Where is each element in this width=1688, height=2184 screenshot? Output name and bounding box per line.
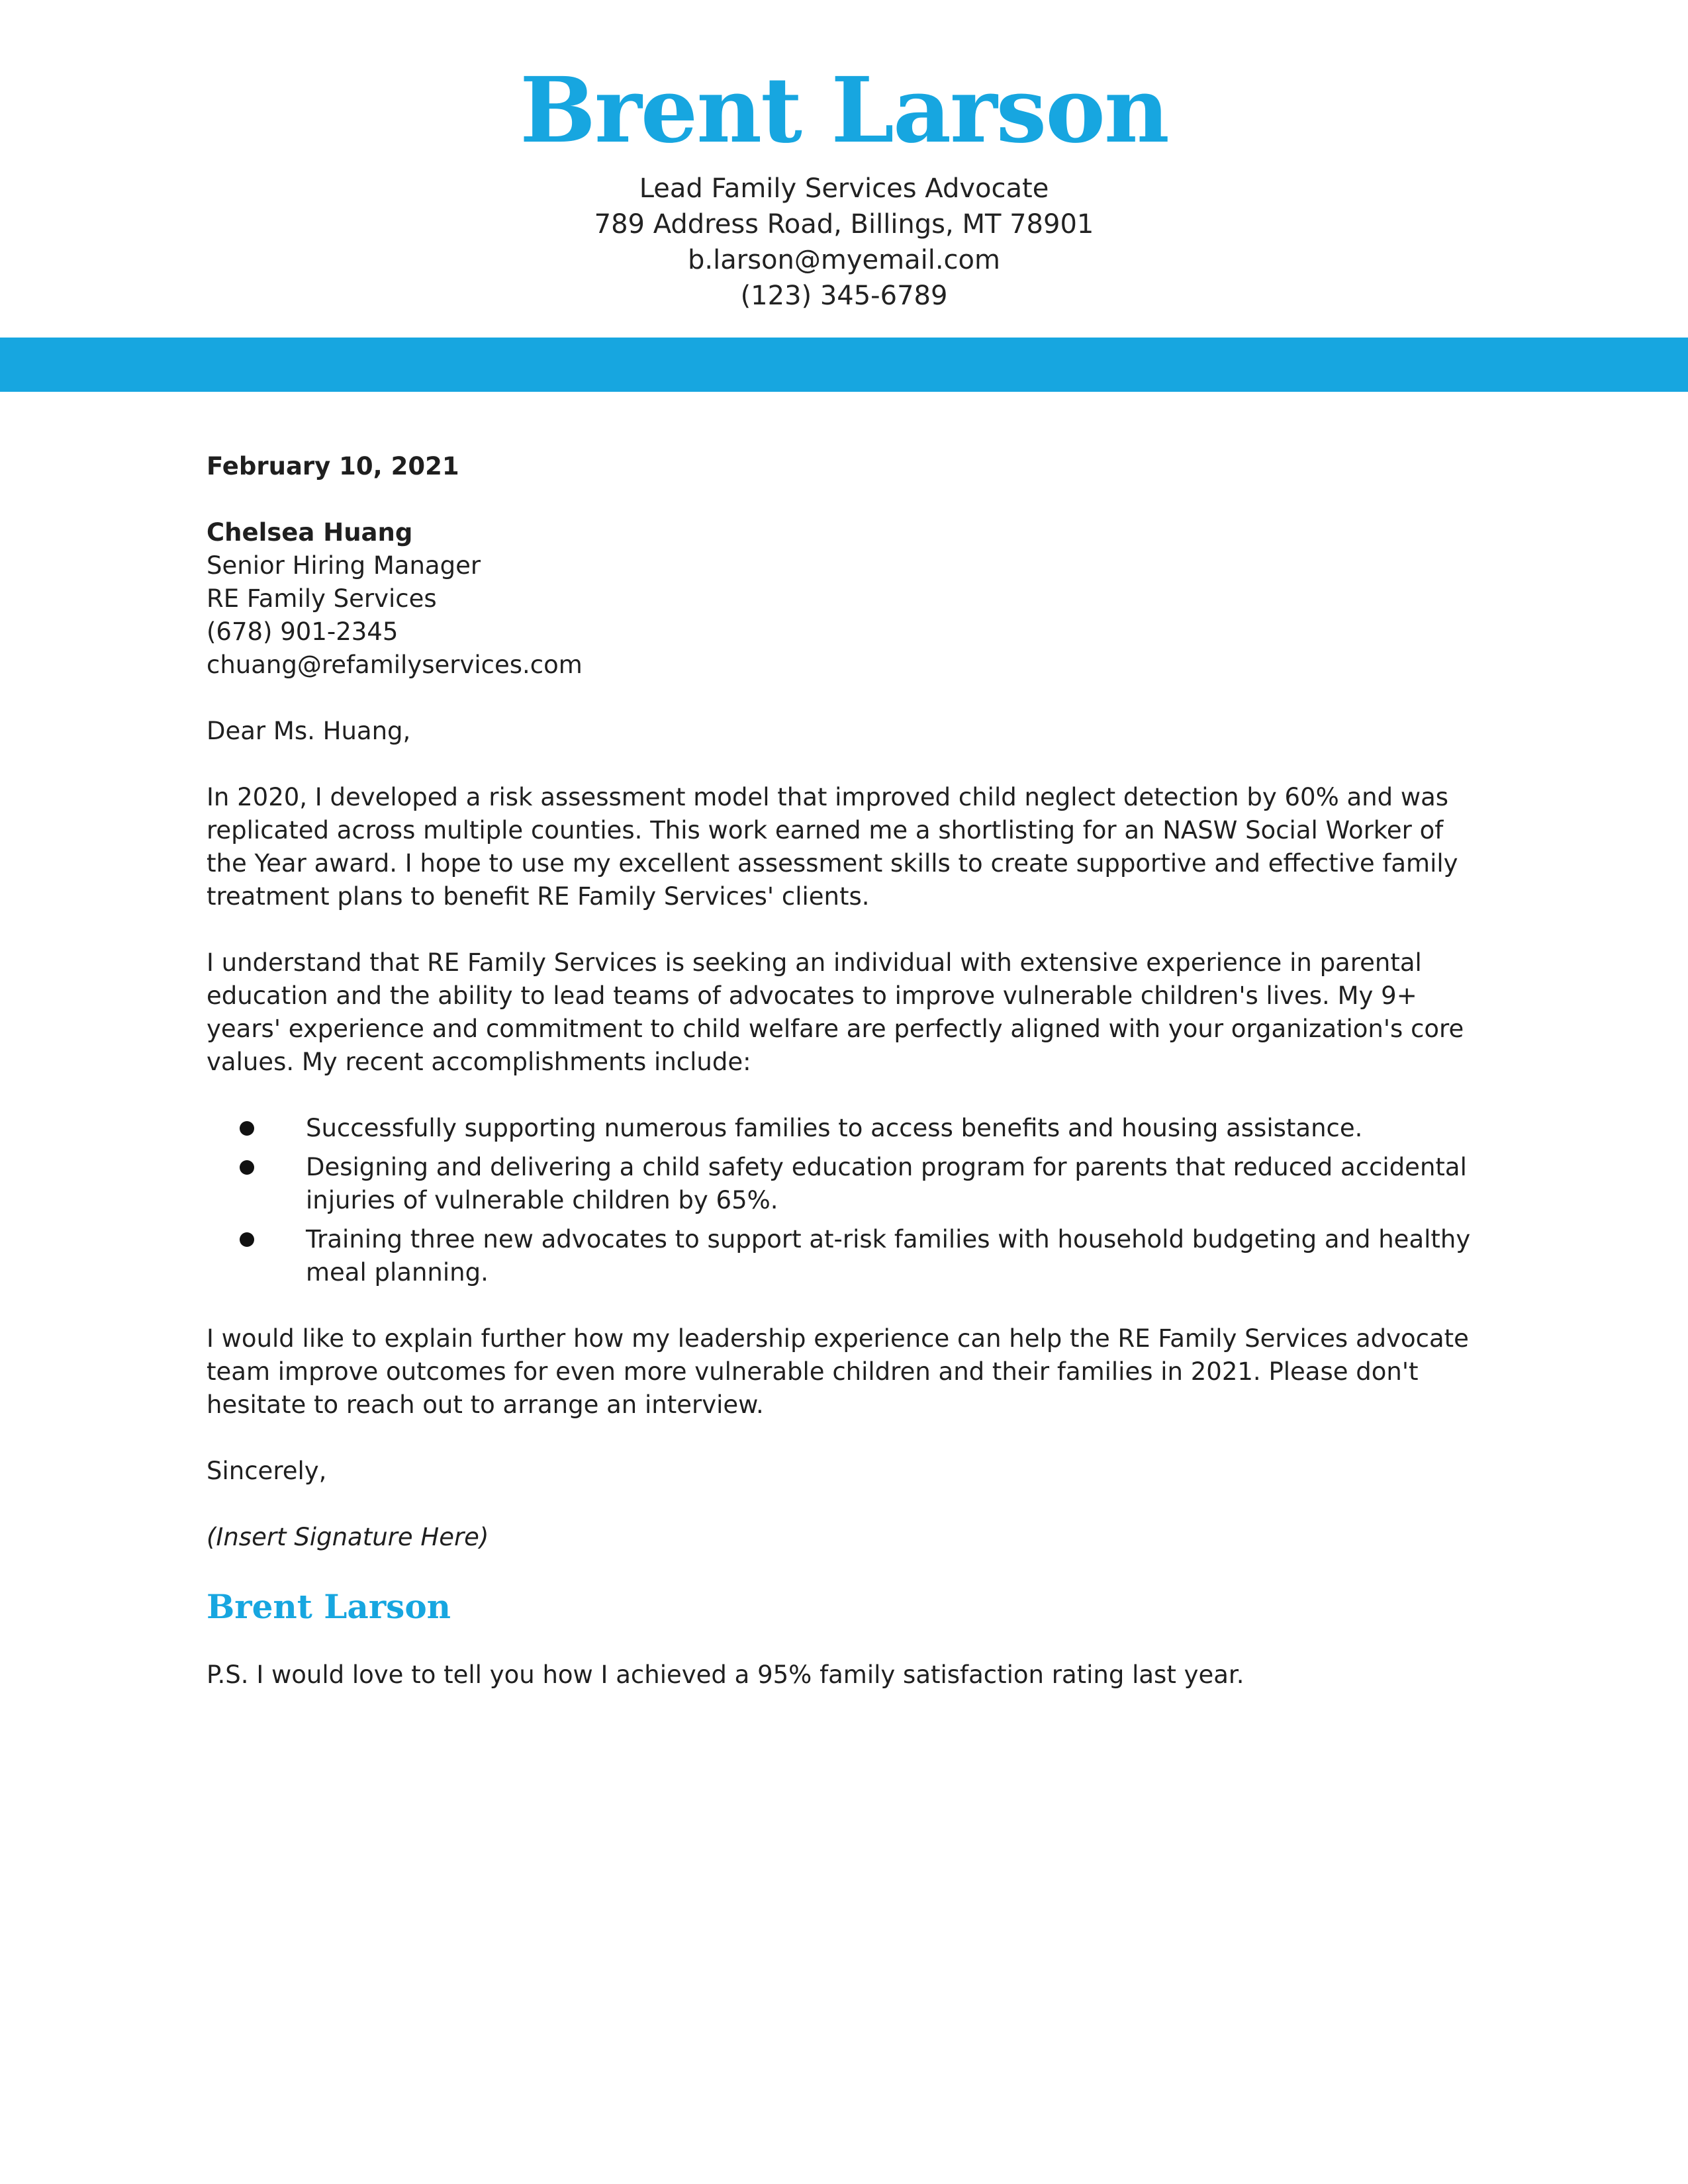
closing: Sincerely, (207, 1457, 327, 1485)
bullet-icon (240, 1121, 254, 1136)
salutation: Dear Ms. Huang, (207, 717, 411, 745)
recipient-phone: (678) 901-2345 (207, 617, 399, 646)
list-item (207, 1112, 1491, 1145)
postscript: P.S. I would love to tell you how I achieved a 95% family satisfaction rating last year. (207, 1661, 1244, 1689)
bullet-icon (240, 1160, 254, 1175)
recipient-company: RE Family Services (207, 584, 437, 613)
recipient-block (207, 516, 1491, 682)
sender-name: Brent Larson (520, 58, 1168, 163)
paragraph-experience: I understand that RE Family Services is seeking an individual with extensive experience in parental education and the ability to lead teams of advocates to improve vulnerable children's lives. My 9+ years' experience and commitment to child welfare are perfectly aligned with your organization's core values. My recent accomplishments include: (207, 948, 1464, 1076)
list-item-text: Training three new advocates to support at-risk families with household budgeting and healthy meal planning. (306, 1225, 1471, 1287)
recipient-title: Senior Hiring Manager (207, 551, 481, 580)
recipient-email: chuang@refamilyservices.com (207, 651, 583, 679)
list-item-text: Designing and delivering a child safety education program for parents that reduced accidental injuries of vulnerable children by 65%. (306, 1153, 1467, 1214)
sender-email: b.larson@myemail.com (688, 245, 1000, 275)
list-item (207, 1223, 1491, 1289)
accomplishments-list (207, 1112, 1491, 1289)
accent-band (0, 338, 1688, 392)
sender-contact-block (0, 171, 1688, 314)
bullet-icon (240, 1232, 254, 1247)
list-item-text: Successfully supporting numerous families to access benefits and housing assistance. (306, 1114, 1363, 1142)
sender-address: 789 Address Road, Billings, MT 78901 (594, 209, 1094, 240)
sender-job-title: Lead Family Services Advocate (639, 173, 1049, 204)
list-item (207, 1151, 1491, 1217)
letter-body (207, 450, 1491, 1692)
sender-phone: (123) 345-6789 (740, 281, 948, 311)
letter-date: February 10, 2021 (207, 452, 459, 480)
signature-placeholder: (Insert Signature Here) (207, 1523, 489, 1551)
paragraph-intro: In 2020, I developed a risk assessment model that improved child neglect detection by 60% and was replicated across multiple counties. This work earned me a shortlisting for an NASW Social Worker of the Year award. I hope to use my excellent assessment skills to create supportive and effective family treatment plans to benefit RE Family Services' clients. (207, 783, 1458, 911)
recipient-name: Chelsea Huang (207, 518, 413, 547)
signature-name: Brent Larson (207, 1587, 451, 1626)
paragraph-closing: I would like to explain further how my leadership experience can help the RE Family Services advocate team improve outcomes for even more vulnerable children and their families in 2021. Please don't hesitate to reach out to arrange an interview. (207, 1324, 1469, 1419)
